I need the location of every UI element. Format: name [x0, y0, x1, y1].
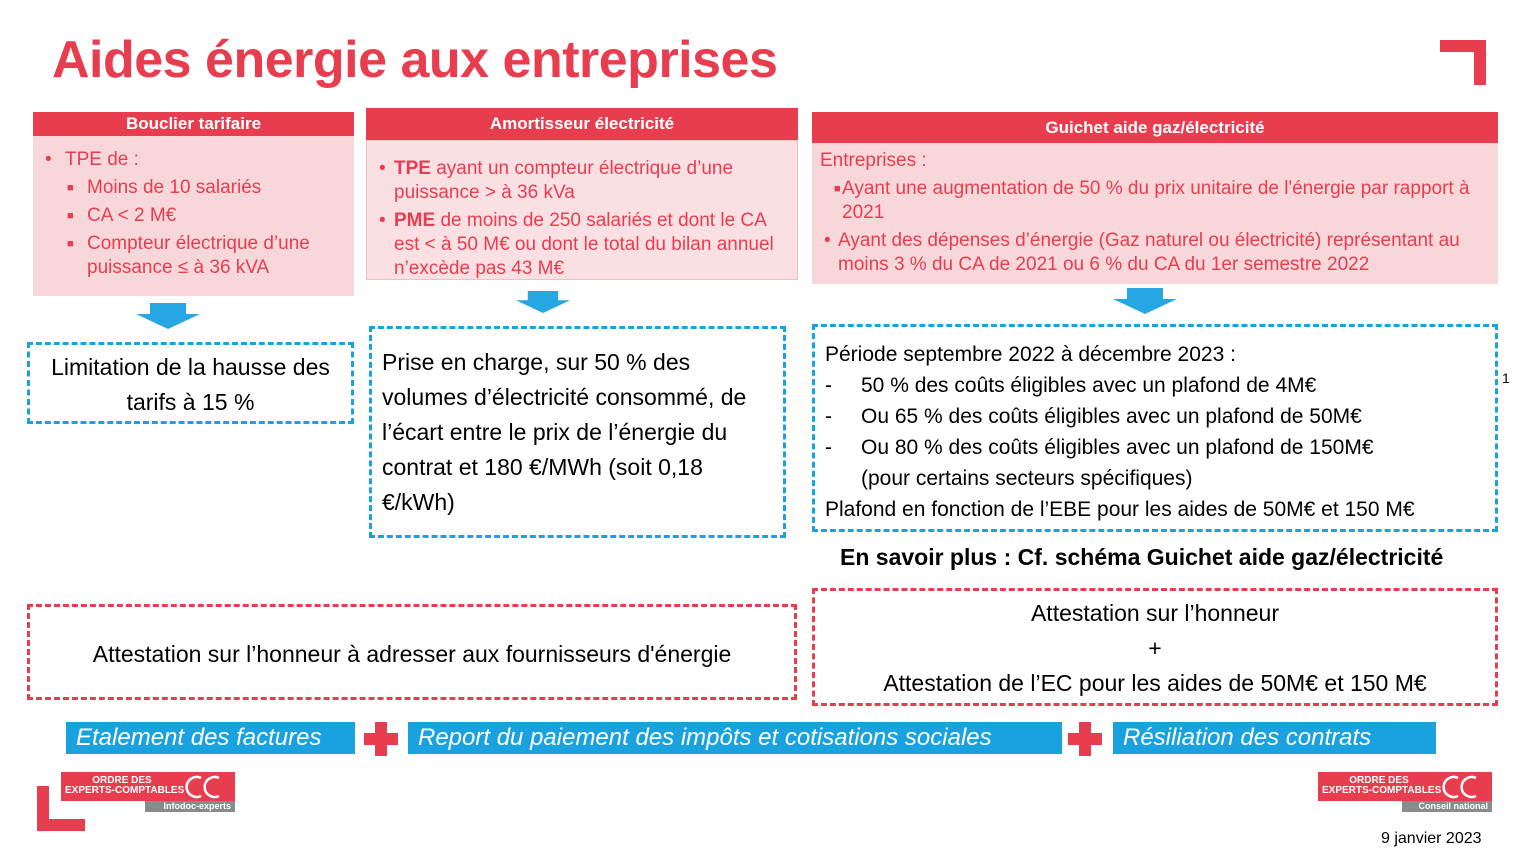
- amortisseur-card: [366, 108, 798, 280]
- cc-emblem-icon: [1438, 773, 1484, 801]
- bouclier-result-box: [27, 342, 354, 424]
- logo-conseil-national: ORDRE DES EXPERTS-COMPTABLES Conseil national: [1318, 772, 1492, 812]
- guichet-header: Guichet aide gaz/électricité: [812, 112, 1498, 143]
- amortisseur-result-text: Prise en charge, sur 50 % des volumes d’électricité consommé, de l’écart entre le prix de l’énergie du contrat et 180 €/MWh (soit 0,18 €/kWh): [382, 349, 747, 515]
- attestation-ec: Attestation de l’EC pour les aides de 50M€ et 150 M€: [883, 670, 1427, 696]
- logo-infodoc: ORDRE DES EXPERTS-COMPTABLES Infodoc-experts: [61, 772, 235, 812]
- amortisseur-item-tpe: • TPE ayant un compteur électrique d’une puissance > à 36 kVa: [379, 158, 734, 203]
- attestation-plus: +: [1148, 635, 1162, 661]
- footer-date: 9 janvier 2023: [1381, 830, 1482, 847]
- bouclier-item: ■ Compteur électrique d’une puissance ≤ à 36 kVA: [67, 233, 310, 278]
- guichet-option: - Ou 65 % des coûts éligibles avec un plafond de 50M€: [825, 405, 1362, 428]
- guichet-option: - 50 % des coûts éligibles avec un plafond de 4M€: [825, 374, 1317, 397]
- amortisseur-panel: [366, 140, 798, 280]
- down-arrow-icon: [515, 291, 571, 313]
- cc-emblem-icon: [181, 773, 227, 801]
- measure-etalement: Etalement des factures: [66, 722, 355, 754]
- guichet-result-box: [812, 324, 1498, 532]
- amortisseur-item-pme: • PME de moins de 250 salariés et dont le CA est < à 50 M€ ou dont le total du bilan annuel n’excède pas 43 M€: [379, 210, 774, 279]
- down-arrow-icon: [136, 303, 200, 329]
- bouclier-result-text: Limitation de la hausse des tarifs à 15 %: [51, 354, 330, 415]
- guichet-criterion: ■ Ayant une augmentation de 50 % du prix unitaire de l'énergie par rapport à 2021: [834, 178, 1470, 223]
- guichet-option: - Ou 80 % des coûts éligibles avec un plafond de 150M€ (pour certains secteurs spécifiques): [825, 436, 1374, 490]
- guichet-plafond: Plafond en fonction de l’EBE pour les aides de 50M€ et 150 M€: [825, 498, 1415, 521]
- attestation-left-text: Attestation sur l’honneur à adresser aux fournisseurs d'énergie: [92, 641, 732, 667]
- plus-icon: [1068, 722, 1102, 756]
- attestation-right-box: [812, 588, 1498, 706]
- bouclier-intro: • TPE de :: [45, 149, 139, 170]
- page-title: Aides énergie aux entreprises: [52, 31, 778, 89]
- attestation-honneur: Attestation sur l’honneur: [1030, 600, 1280, 626]
- page-number: 1: [1502, 370, 1510, 386]
- plus-icon: [364, 722, 398, 756]
- measure-resiliation: Résiliation des contrats: [1113, 722, 1436, 754]
- amortisseur-header: Amortisseur électricité: [366, 108, 798, 140]
- guichet-period: Période septembre 2022 à décembre 2023 :: [825, 343, 1236, 366]
- bouclier-card: [33, 112, 354, 296]
- guichet-panel: [812, 143, 1498, 284]
- down-arrow-icon: [1113, 288, 1177, 314]
- guichet-criterion: • Ayant des dépenses d’énergie (Gaz naturel ou électricité) représentant au moins 3 % du CA de 2021 ou 6 % du CA du 1er semestre 2022: [824, 230, 1460, 275]
- guichet-more-info: En savoir plus : Cf. schéma Guichet aide gaz/électricité: [840, 544, 1444, 570]
- corner-bracket-decoration: [37, 786, 85, 831]
- bouclier-panel: [33, 136, 354, 296]
- bouclier-header: Bouclier tarifaire: [33, 112, 354, 136]
- measure-report: Report du paiement des impôts et cotisations sociales: [408, 722, 1062, 754]
- guichet-card: [812, 112, 1498, 284]
- bouclier-item: ■ CA < 2 M€: [67, 205, 177, 226]
- attestation-left-box: [27, 604, 797, 700]
- corner-bracket-decoration: [1440, 40, 1486, 85]
- guichet-intro: Entreprises :: [820, 150, 927, 171]
- bouclier-item: ■ Moins de 10 salariés: [67, 177, 262, 198]
- amortisseur-result-box: [369, 326, 786, 538]
